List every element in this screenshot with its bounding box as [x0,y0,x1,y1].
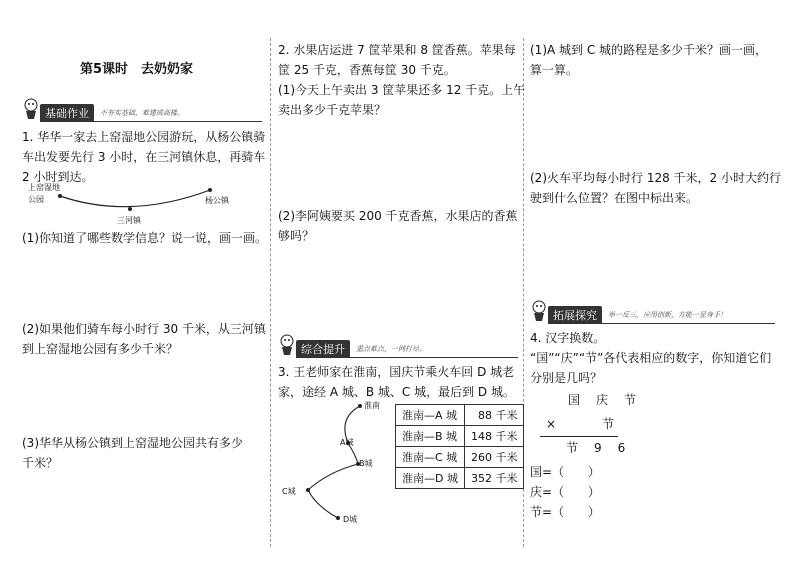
banner-rule [548,323,775,324]
map-d-label: D城 [343,515,358,524]
q3-part-1-line-2: 算一算。 [530,63,579,77]
map-c-label: C城 [282,487,296,496]
banner-basic [22,104,262,122]
map-a-label: A城 [340,438,354,447]
q1-part-3-line-1: (3)华华从杨公镇到上窑湿地公园共有多少 [22,436,243,450]
mascot-icon [278,334,296,356]
puzzle-rule [540,436,618,437]
column-divider-1 [270,38,271,547]
mascot-icon [22,98,40,120]
banner-basic-label: 基础作业 [40,104,94,122]
map-b-label: B城 [359,459,373,468]
q2-line-4: 卖出多少千克苹果？ [278,103,387,117]
table-row [396,405,524,426]
puzzle-row-2: 节 [602,417,615,431]
table-row [396,426,524,447]
diagram-sanhe-label: 三河镇 [117,216,141,225]
q1-part-3-line-2: 千米？ [22,456,59,470]
q1-part-2-line-1: (2)如果他们骑车每小时行 30 千米，从三河镇 [22,322,266,336]
table-cell-distance: 260 千米 [464,447,524,468]
table-cell-distance: 148 千米 [464,426,524,447]
diagram-park-label-2: 公园 [28,195,44,204]
table-cell-distance: 88 千米 [464,405,524,426]
answer-qing: 庆=（ ） [530,485,601,499]
q4-line-1: 4. 汉字换数。 [530,331,606,345]
banner-comprehensive [278,340,518,358]
table-cell-distance: 352 千米 [464,468,524,489]
q3-part-1-line-1: (1)A 城到 C 城的路程是多少千米？画一画， [530,43,768,57]
q4-line-3: 分别是几吗？ [530,371,603,385]
table-row [396,447,524,468]
q3-part-2-line-1: (2)火车平均每小时行 128 千米，2 小时大约行 [530,171,781,185]
banner-extension-slogan: 举一反三，应用创新，方能一显身手！ [608,311,727,319]
q3-line-1: 3. 王老师家在淮南，国庆节乘火车回 D 城老 [278,365,515,379]
diagram-park-label-1: 上窑湿地 [28,183,60,192]
lesson-title: 第5课时 去奶奶家 [80,62,194,77]
q2-line-3: (1)今天上午卖出 3 筐苹果还多 12 千克。上午 [278,83,526,97]
answer-jie: 节=（ ） [530,505,601,519]
banner-rule [296,357,518,358]
table-row [396,468,524,489]
q2-part-2-line-2: 够吗？ [278,229,315,243]
banner-comprehensive-label: 综合提升 [296,340,350,358]
q3-part-2-line-2: 驶到什么位置？在图中标出来。 [530,191,699,205]
mascot-icon [530,300,548,322]
q1-part-1: (1)你知道了哪些数学信息？说一说，画一画。 [22,231,267,245]
q4-line-2: “国”“庆”“节”各代表相应的数字，你知道它们 [530,351,772,365]
puzzle-result: 节 9 6 [566,441,628,455]
q1-part-2-line-2: 到上窑湿地公园有多少千米？ [22,342,179,356]
distance-table [395,404,524,489]
q2-part-2-line-1: (2)李阿姨要买 200 千克香蕉，水果店的香蕉 [278,209,518,223]
diagram-yanggong-label: 杨公镇 [205,196,229,205]
banner-rule [40,121,262,122]
table-cell-route: 淮南—D 城 [396,468,465,489]
q1-line-1: 1. 华华一家去上窑湿地公园游玩，从杨公镇骑 [22,130,266,144]
table-cell-route: 淮南—B 城 [396,426,465,447]
answer-guo: 国=（ ） [530,465,601,479]
q1-line-2: 车出发要先行 3 小时，在三河镇休息，再骑车 [22,150,266,164]
banner-basic-slogan: 不夯实基础，难建成高楼。 [100,109,184,117]
q2-line-2: 筐 25 千克，香蕉每筐 30 千克。 [278,63,456,77]
q3-line-2: 家，途经 A 城、B 城、C 城，最后到 D 城。 [278,385,515,399]
banner-extension-label: 拓展探究 [548,306,602,324]
banner-comprehensive-slogan: 重点难点，一网打尽。 [356,345,426,353]
table-cell-route: 淮南—C 城 [396,447,465,468]
table-cell-route: 淮南—A 城 [396,405,465,426]
q1-line-3: 2 小时到达。 [22,170,94,184]
banner-extension [530,306,775,324]
map-huainan-label: 淮南 [364,401,380,410]
puzzle-row-1: 国 庆 节 [568,393,639,407]
q2-line-1: 2. 水果店运进 7 筐苹果和 8 筐香蕉。苹果每 [278,43,516,57]
puzzle-times-sign: × [546,417,557,431]
